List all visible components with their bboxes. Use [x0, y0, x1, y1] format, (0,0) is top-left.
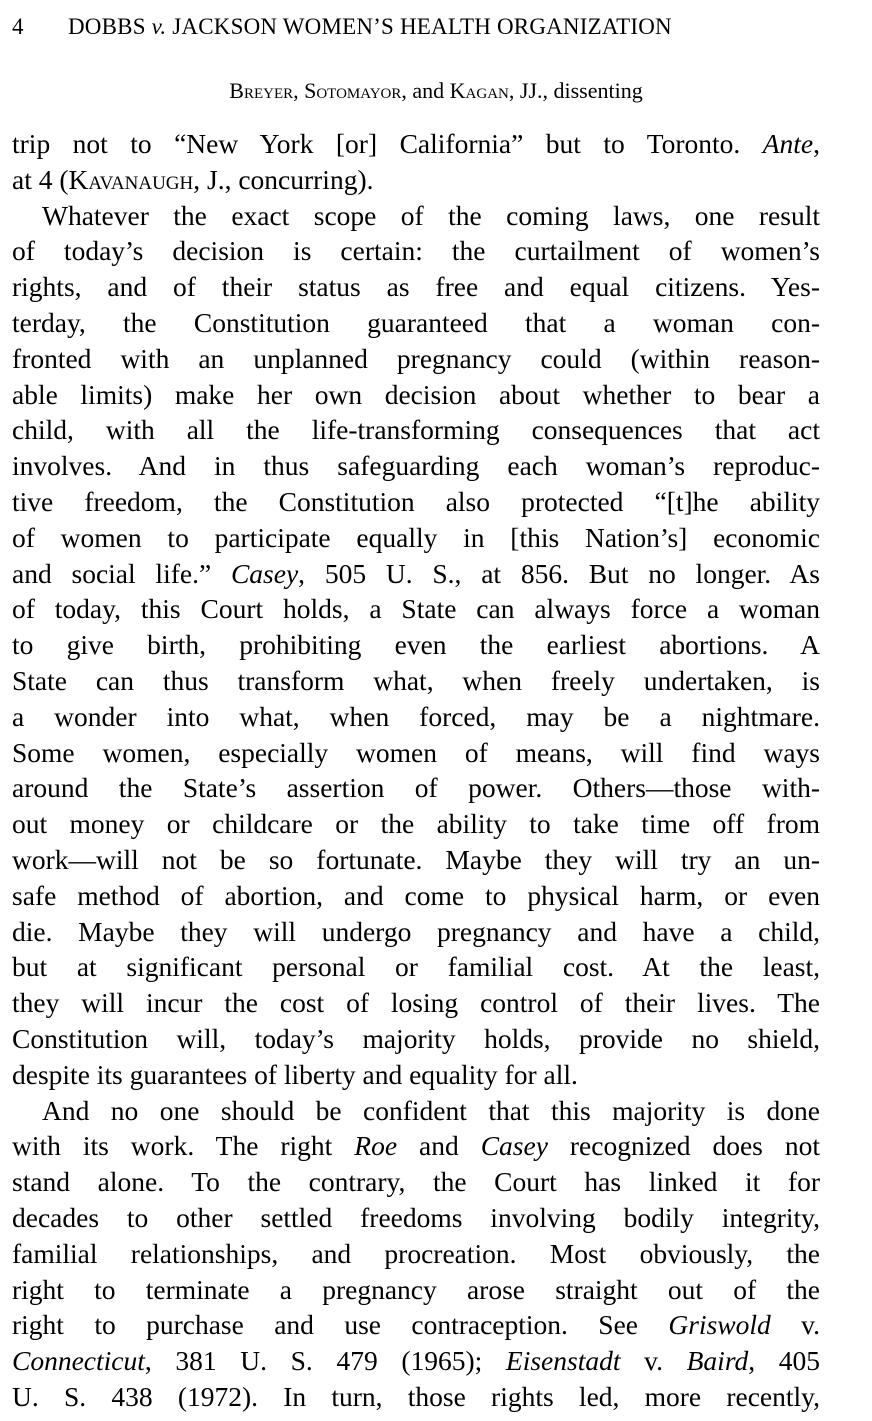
text-line: decades to other settled freedoms involving bodily integrity,	[12, 1201, 820, 1233]
justice-sotomayor: Sotomayor	[304, 78, 402, 103]
text-line	[12, 126, 820, 162]
text-run: v.	[770, 1309, 820, 1341]
text-line: work—will not be so fortunate. Maybe they will try an un-	[12, 843, 820, 875]
text-run: v.	[620, 1345, 687, 1377]
attribution-tail: , JJ., dissenting	[508, 78, 643, 103]
text-line: of today’s decision is certain: the curtailment of women’s	[12, 235, 820, 267]
case-caption-v: v.	[151, 14, 167, 39]
case-caption-pre: DOBBS	[68, 14, 152, 39]
justice-kagan: Kagan	[449, 78, 509, 103]
text-line: tive freedom, the Constitution also protected “[t]he ability	[12, 485, 820, 517]
text-run: at 4 (	[12, 163, 69, 195]
text-line: terday, the Constitution guaranteed that a woman con-	[12, 306, 820, 338]
paragraph-1	[12, 126, 820, 198]
paragraph-2	[12, 198, 820, 1093]
text-line: familial relationships, and procreation. Most obviously, the	[12, 1237, 820, 1269]
text-run: right to purchase and use contraception. See	[12, 1309, 669, 1341]
text-line: State can thus transform what, when freely undertaken, is	[12, 664, 820, 696]
text-run: ,	[813, 128, 820, 159]
text-line: U. S. 438 (1972). In turn, those rights led, more recently,	[12, 1380, 820, 1412]
text-run: recognized does not	[547, 1130, 820, 1162]
text-run: , 405	[748, 1345, 821, 1377]
justice-kavanaugh: Kavanaugh	[68, 163, 194, 195]
text-line: able limits) make her own decision about whether to bear a	[12, 378, 820, 410]
text-run: , 505 U. S., at 856. But no longer. As	[298, 557, 820, 589]
justice-breyer: Breyer	[229, 78, 294, 103]
text-line: involves. And in thus safeguarding each woman’s reproduc-	[12, 450, 820, 482]
text-line	[12, 1307, 820, 1343]
text-line: Whatever the exact scope of the coming laws, one result	[42, 199, 820, 231]
running-head	[12, 12, 860, 42]
text-line: right to terminate a pregnancy arose straight out of the	[12, 1273, 820, 1305]
case-caption-post: JACKSON WOMEN’S HEALTH ORGANIZATION	[166, 14, 672, 39]
text-run: , 381 U. S. 479 (1965);	[144, 1345, 506, 1377]
text-line	[12, 1343, 820, 1379]
citation-griswold: Griswold	[668, 1309, 771, 1341]
attribution-sep-1: ,	[293, 78, 305, 103]
citation-casey: Casey	[480, 1130, 548, 1162]
citation-casey: Casey	[230, 557, 299, 589]
text-line: stand alone. To the contrary, the Court has linked it for	[12, 1166, 820, 1198]
text-line: they will incur the cost of losing control of their lives. The	[12, 987, 820, 1019]
text-line	[12, 556, 820, 592]
paragraph-3	[12, 1093, 820, 1415]
attribution-sep-2: , and	[401, 78, 450, 103]
text-line: fronted with an unplanned pregnancy could (within reason-	[12, 342, 820, 374]
citation-connecticut: Connecticut	[12, 1345, 145, 1377]
text-run: and	[397, 1130, 481, 1162]
text-line	[12, 1128, 820, 1164]
citation-eisenstadt: Eisenstadt	[505, 1345, 621, 1377]
text-line: but at significant personal or familial cost. At the least,	[12, 951, 820, 983]
text-line: of women to participate equally in [this Nation’s] economic	[12, 521, 820, 553]
page-number: 4	[12, 14, 24, 39]
text-line: despite its guarantees of liberty and equality for all.	[12, 1058, 578, 1090]
text-line: rights, and of their status as free and equal citizens. Yes-	[12, 271, 820, 303]
citation-roe: Roe	[354, 1130, 398, 1162]
text-line: die. Maybe they will undergo pregnancy and have a child,	[12, 915, 820, 947]
case-caption	[68, 12, 672, 42]
text-line: Constitution will, today’s majority holds, provide no shield,	[12, 1022, 820, 1054]
text-run: trip not to “New York [or] California” but to Toronto.	[12, 128, 763, 159]
text-run: and social life.”	[12, 557, 231, 589]
text-line: around the State’s assertion of power. Others—those with-	[12, 772, 820, 804]
text-run: , J., concurring).	[193, 163, 374, 195]
text-line: Some women, especially women of means, will find ways	[12, 736, 820, 768]
citation-baird: Baird	[686, 1345, 749, 1377]
text-line: to give birth, prohibiting even the earliest abortions. A	[12, 629, 820, 661]
text-run: with its work. The right	[12, 1130, 355, 1162]
opinion-body	[12, 126, 820, 1415]
opinion-attribution	[0, 76, 872, 106]
citation-ante: Ante	[762, 128, 814, 159]
text-line: a wonder into what, when forced, may be a nightmare.	[12, 700, 820, 732]
text-line: child, with all the life-transforming consequences that act	[12, 414, 820, 446]
text-line	[12, 162, 820, 198]
text-line: safe method of abortion, and come to physical harm, or even	[12, 879, 820, 911]
text-line: of today, this Court holds, a State can always force a woman	[12, 593, 820, 625]
text-line: out money or childcare or the ability to take time off from	[12, 808, 820, 840]
text-line: And no one should be confident that this majority is done	[42, 1094, 820, 1126]
